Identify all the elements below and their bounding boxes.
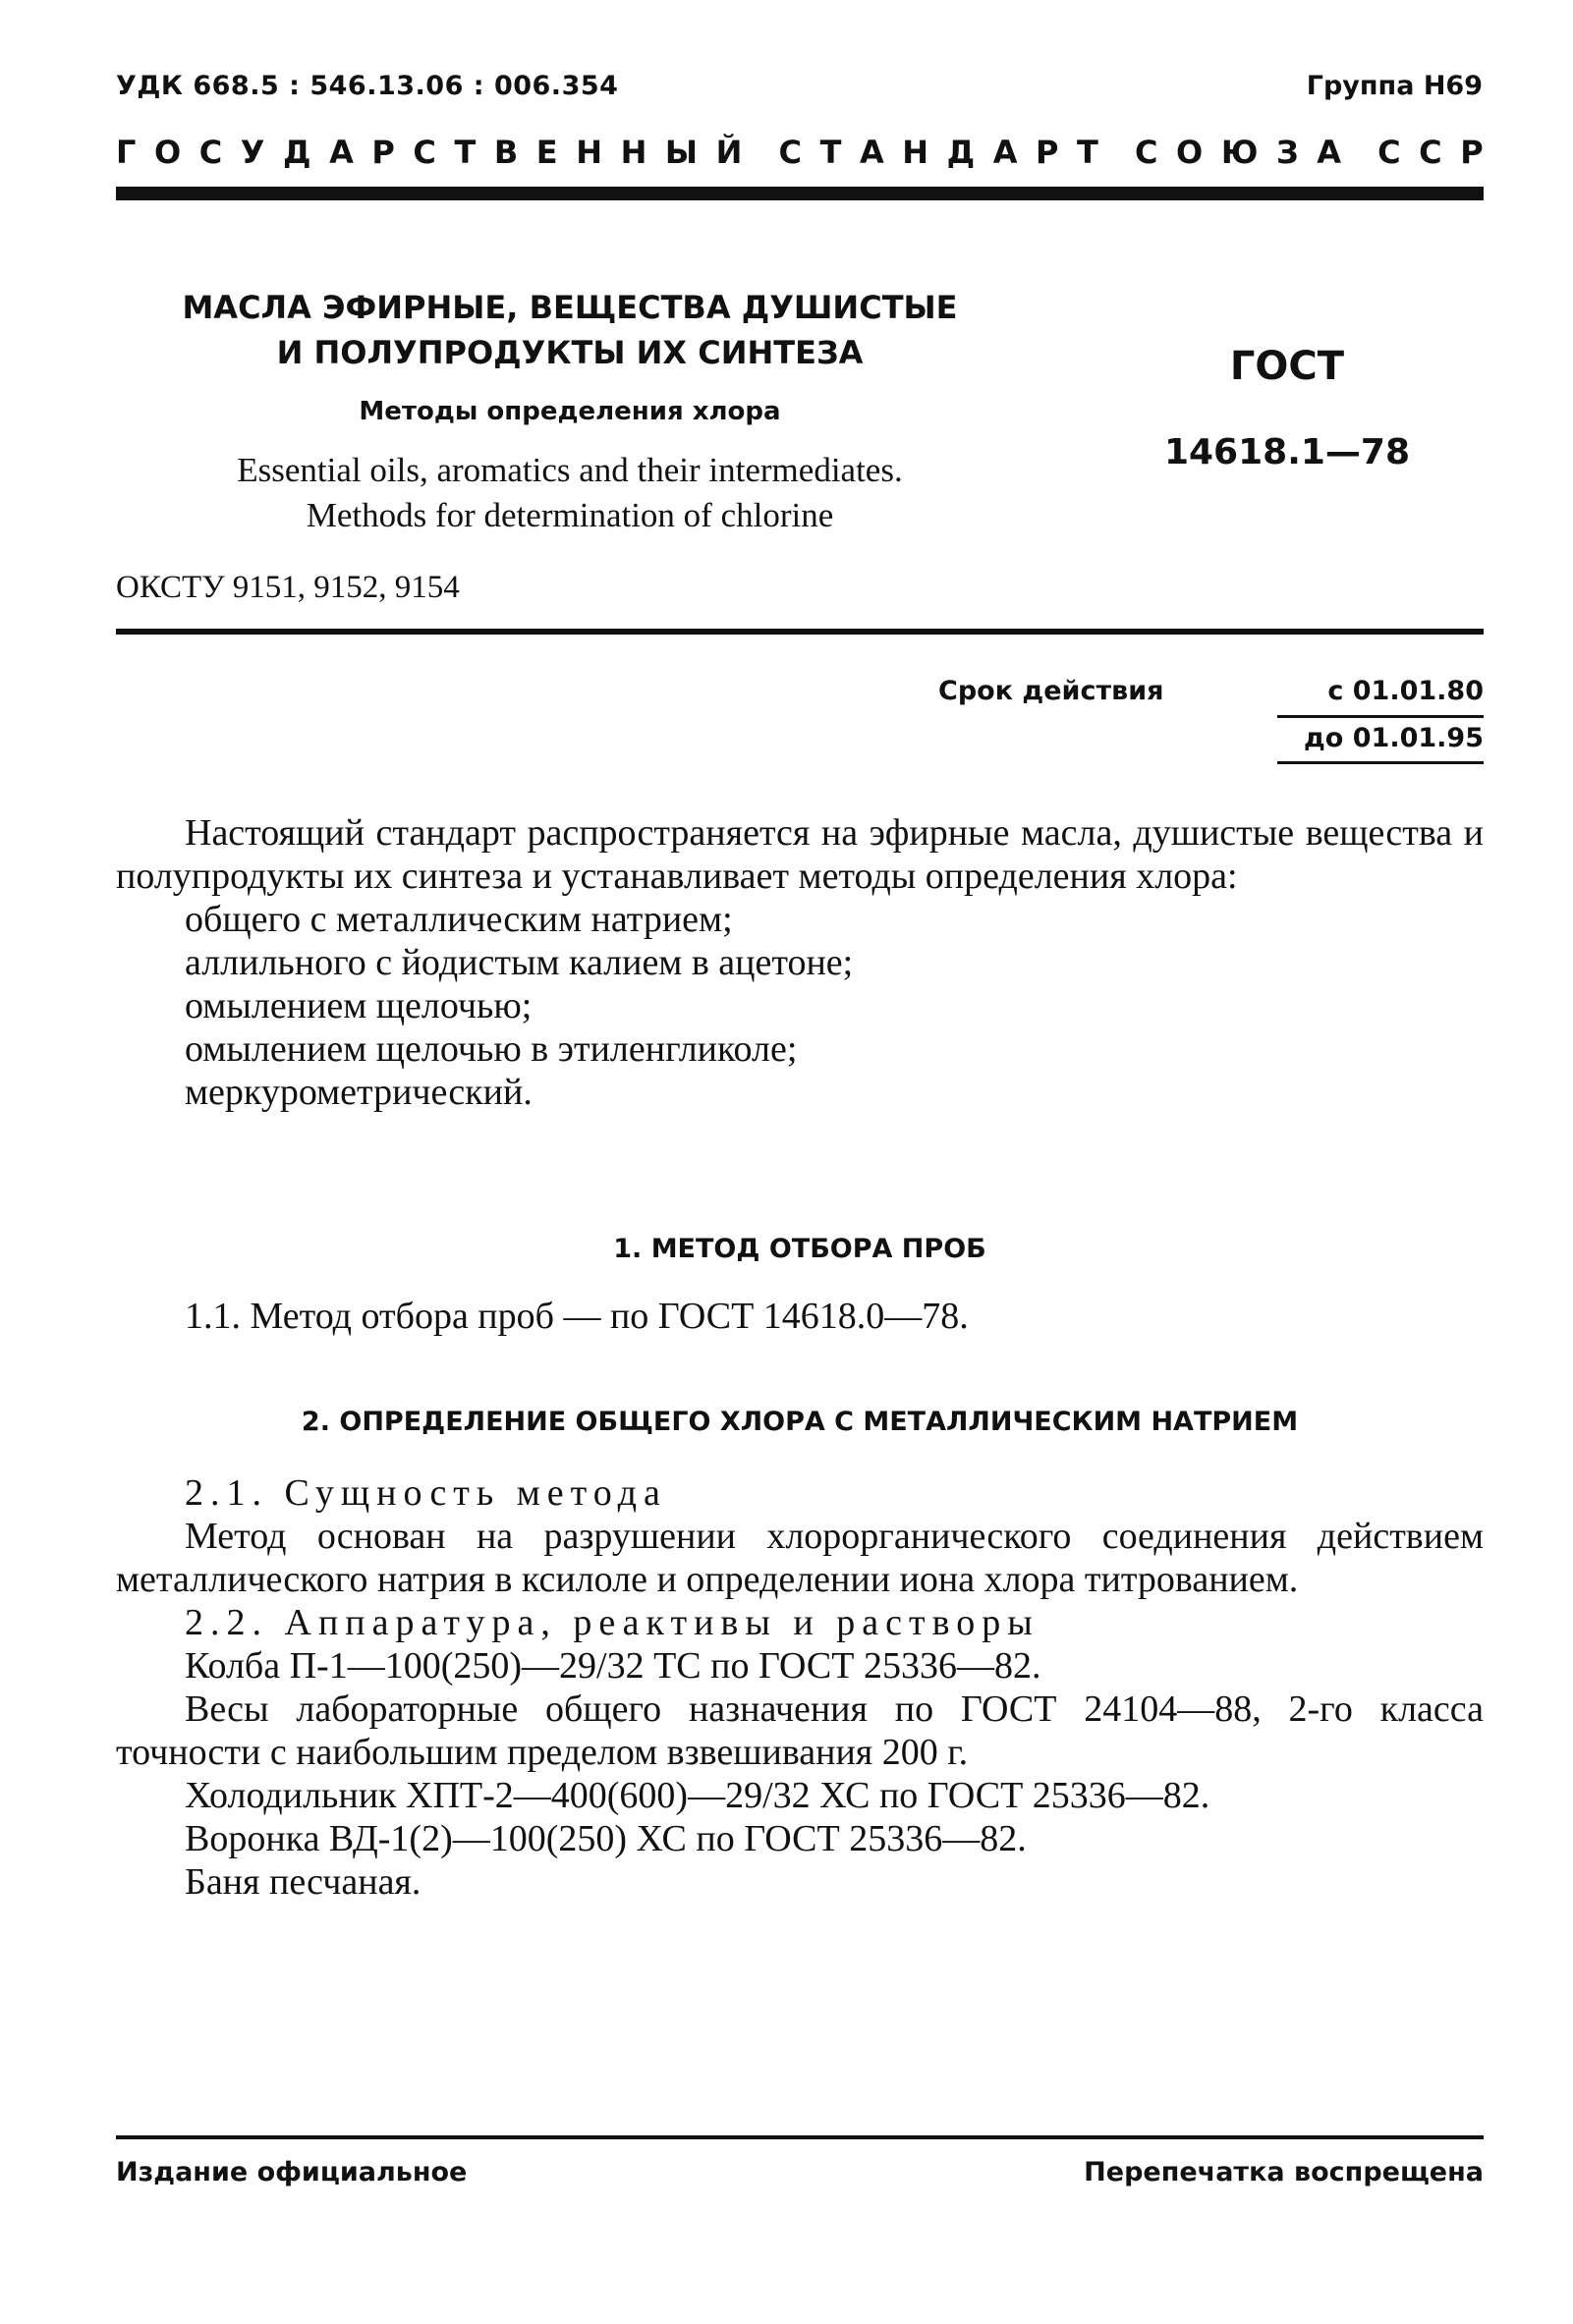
heading-letter: С	[1419, 134, 1442, 171]
english-title-line-1: Essential oils, aromatics and their intermediates.	[237, 451, 903, 489]
heading-letter: Д	[283, 134, 311, 171]
title-line-1: МАСЛА ЭФИРНЫЕ, ВЕЩЕСТВА ДУШИСТЫЕ	[182, 289, 958, 326]
gost-label: ГОСТ	[1229, 344, 1345, 389]
state-standard-heading	[116, 134, 1484, 171]
heading-letter: А	[992, 134, 1018, 171]
english-title-line-2: Methods for determination of chlorine	[306, 496, 834, 534]
intro-section	[116, 811, 1484, 1114]
heading-letter: У	[240, 134, 265, 171]
title-line-2: И ПОЛУПРОДУКТЫ ИХ СИНТЕЗА	[276, 334, 864, 371]
item-1-1: 1.1. Метод отбора проб — по ГОСТ 14618.0—78.	[185, 1296, 969, 1337]
section-2-body	[116, 1471, 1484, 1904]
gost-code-block	[1130, 344, 1444, 472]
heading-letter: Н	[620, 134, 647, 171]
section-1-body	[116, 1295, 1484, 1338]
section-2-heading: 2. ОПРЕДЕЛЕНИЕ ОБЩЕГО ХЛОРА С МЕТАЛЛИЧЕСКИМ НАТРИЕМ	[301, 1407, 1299, 1437]
method-item: аллильного с йодистым калием в ацетоне;	[185, 942, 854, 983]
heading-letter: Н	[576, 134, 602, 171]
apparatus-line: Баня песчаная.	[185, 1861, 421, 1903]
heading-letter: Е	[535, 134, 558, 171]
heading-letter: Н	[902, 134, 929, 171]
heading-letter: С	[413, 134, 436, 171]
item-2-1-title: 2.1. Сущность метода	[185, 1472, 667, 1514]
method-item: меркурометрический.	[185, 1072, 533, 1113]
apparatus-line: Холодильник ХПТ-2—400(600)—29/32 ХС по ГОСТ 25336—82.	[185, 1775, 1210, 1816]
heading-letter: С	[1135, 134, 1158, 171]
item-2-1-text: Метод основан на разрушении хлорорганического соединения действием металлического натрия в ксилоле и определении иона хлора титрованием.	[116, 1516, 1484, 1600]
heading-letter: Т	[1077, 134, 1098, 171]
heading-letter: А	[329, 134, 354, 171]
heading-letter: О	[1176, 134, 1204, 171]
heading-letter: Г	[116, 134, 137, 171]
apparatus-line: Воронка ВД-1(2)—100(250) ХС по ГОСТ 25336—82.	[185, 1818, 1027, 1859]
heading-letter: Р	[1460, 134, 1484, 171]
gost-number: 14618.1—78	[1163, 432, 1411, 472]
heading-letter: В	[493, 134, 519, 171]
heading-letter: А	[1317, 134, 1341, 171]
group-code: Группа Н69	[1306, 71, 1483, 101]
validity-label: Срок действия	[938, 676, 1164, 706]
apparatus-line: Весы лабораторные общего назначения по ГОСТ 24104—88, 2-го класса точности с наибольшим пределом взвешивания 200 г.	[116, 1688, 1484, 1773]
heading-letter: Ы	[664, 134, 699, 171]
validity-from: с 01.01.80	[1327, 676, 1484, 706]
item-2-2-title: 2.2. Аппаратура, реактивы и растворы	[185, 1602, 1039, 1643]
apparatus-line: Колба П-1—100(250)—29/32 ТС по ГОСТ 25336—82.	[185, 1645, 1041, 1687]
footer-divider	[116, 2135, 1484, 2139]
title-divider	[116, 629, 1484, 635]
heading-letter: Т	[819, 134, 842, 171]
official-edition-note: Издание официальное	[116, 2157, 468, 2187]
validity-underline-1	[1277, 715, 1484, 718]
heading-letter: Т	[454, 134, 477, 171]
document-title	[157, 285, 983, 375]
english-title	[157, 448, 983, 538]
heading-letter: Д	[946, 134, 976, 171]
heading-letter: С	[778, 134, 803, 171]
document-subtitle: Методы определения хлора	[359, 397, 781, 426]
heading-letter: Р	[1036, 134, 1059, 171]
header-divider	[116, 187, 1484, 200]
intro-paragraph: Настоящий стандарт распространяется на эфирные масла, душистые вещества и полупродукты их синтеза и устанавливает методы определения хлора:	[116, 812, 1484, 897]
heading-letter: Ю	[1220, 134, 1259, 171]
heading-letter: С	[198, 134, 223, 171]
validity-to: до 01.01.95	[1304, 723, 1484, 753]
okstu-codes: ОКСТУ 9151, 9152, 9154	[116, 570, 460, 605]
heading-letter: О	[153, 134, 182, 171]
title-block	[157, 285, 983, 538]
udk-code: УДК 668.5 : 546.13.06 : 006.354	[116, 71, 619, 101]
reprint-prohibited-note: Перепечатка воспрещена	[1084, 2157, 1484, 2187]
method-item: омылением щелочью в этиленгликоле;	[185, 1028, 798, 1070]
method-item: омылением щелочью;	[185, 985, 533, 1026]
method-item: общего с металлическим натрием;	[185, 899, 733, 940]
heading-letter: Р	[371, 134, 395, 171]
heading-letter: А	[859, 134, 884, 171]
heading-letter: З	[1275, 134, 1299, 171]
heading-letter: С	[1377, 134, 1401, 171]
section-1-heading: 1. МЕТОД ОТБОРА ПРОБ	[613, 1234, 986, 1264]
heading-letter: Й	[715, 134, 743, 171]
validity-underline-2	[1277, 761, 1484, 764]
